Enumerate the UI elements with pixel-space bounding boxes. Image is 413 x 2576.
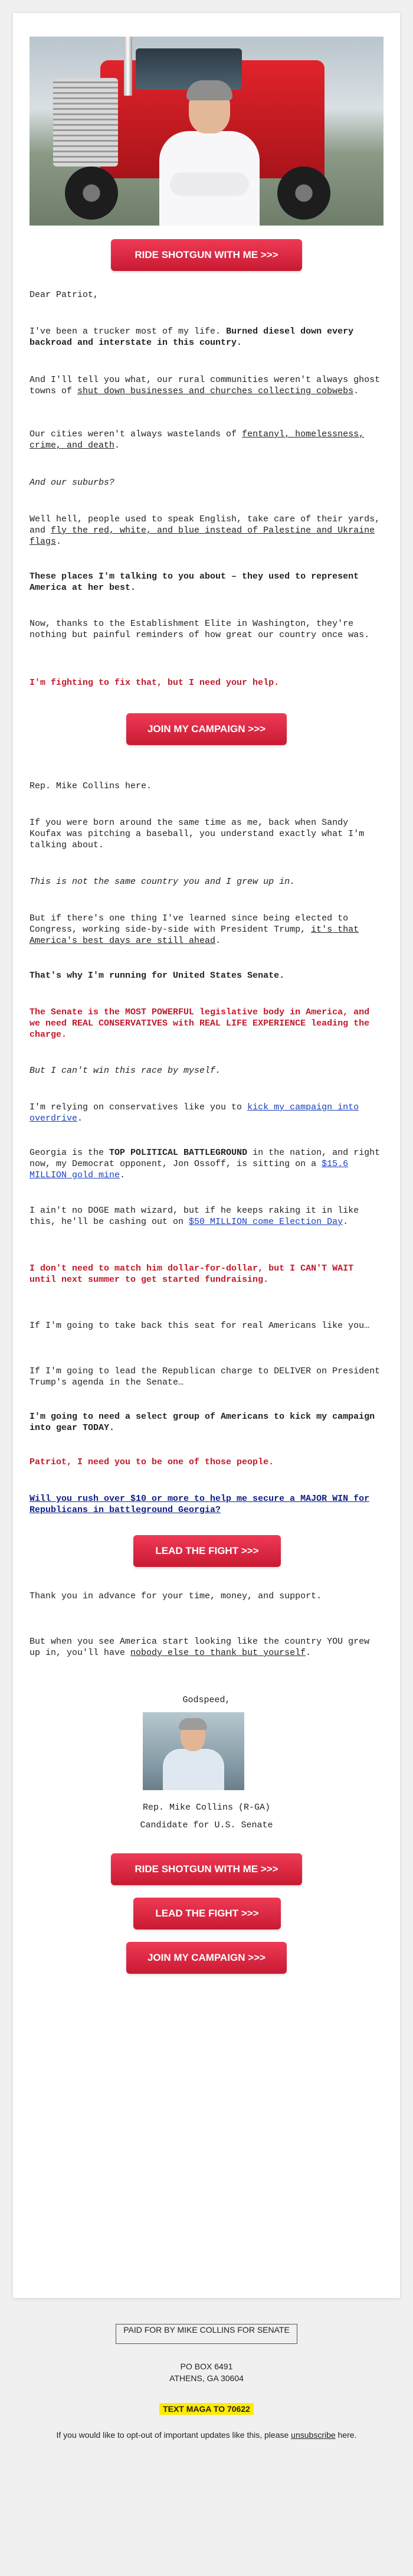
paragraph-text: .	[353, 386, 359, 396]
po-box: PO BOX 6491	[180, 2362, 233, 2371]
paragraph-text: I ain't no DOGE math wizard, but if he keeps raking it in like this, he'll be cashing out on	[30, 1206, 359, 1227]
hero-photo-truck	[30, 37, 384, 226]
rush-ten-dollars-link[interactable]: Will you rush over $10 or more to help me secure a MAJOR WIN for Republicans in battleground Georgia?	[30, 1494, 370, 1515]
lead-fight-button[interactable]: LEAD THE FIGHT >>>	[133, 1535, 281, 1567]
paragraph-lead-charge	[30, 1366, 384, 1388]
text-maga-highlight: TEXT MAGA TO 70622	[159, 2403, 254, 2415]
paragraph-text: .	[343, 1217, 349, 1227]
paragraph-text: And I'll tell you what, our rural communities weren't always ghost towns of	[30, 375, 381, 396]
paragraph-english	[30, 514, 384, 547]
lead-fight-button-bottom[interactable]: LEAD THE FIGHT >>>	[133, 1898, 281, 1929]
greeting: Dear Patriot,	[30, 290, 99, 300]
paragraph-text: But if there's one thing I've learned since being elected to Congress, working side-by-side with President Trump,	[30, 913, 349, 935]
underlined-text: fly the red, white, and blue instead of Palestine and Ukraine flags	[30, 525, 375, 547]
paragraph-not-same-country	[30, 876, 384, 887]
text-maga-line	[0, 2404, 413, 2414]
truck-wheel	[277, 166, 330, 220]
candidate-crossed-arms	[170, 172, 249, 196]
underlined-text: nobody else to thank but yourself	[130, 1648, 306, 1658]
gold-mine-link[interactable]: $15.6 MILLION gold mine	[30, 1159, 349, 1180]
paragraph-establishment	[30, 618, 384, 641]
paragraph-text: Rep. Mike Collins here.	[30, 781, 152, 791]
red-emphasis-text: Patriot, I need you to be one of those people.	[30, 1457, 274, 1467]
italic-text: But I can't win this race by myself.	[30, 1066, 221, 1076]
paragraph-text: .	[56, 537, 62, 547]
ride-shotgun-button-bottom[interactable]: RIDE SHOTGUN WITH ME >>>	[111, 1853, 302, 1885]
join-campaign-button-bottom[interactable]: JOIN MY CAMPAIGN >>>	[126, 1942, 287, 1974]
city-state-zip: ATHENS, GA 30604	[169, 2373, 244, 2383]
paragraph-text: But when you see America start looking like the country YOU grew up in, you'll have	[30, 1637, 370, 1658]
paragraph-cant-win-alone	[30, 1065, 384, 1076]
paragraph-cant-wait	[30, 1263, 384, 1285]
signature-title: Candidate for U.S. Senate	[140, 1820, 273, 1830]
bold-text: I'm going to need a select group of Americans to kick my campaign into gear TODAY.	[30, 1412, 375, 1433]
paragraph-best-days	[30, 913, 384, 946]
kick-campaign-overdrive-link[interactable]: kick my campaign into overdrive	[30, 1102, 359, 1124]
bold-text: These places I'm talking to you about – they used to represent America at her best.	[30, 572, 359, 593]
bold-text: That's why I'm running for United States Senate.	[30, 971, 285, 981]
candidate-figure	[159, 84, 260, 226]
paragraph-running-senate	[30, 970, 384, 981]
paragraph-text: If I'm going to lead the Republican charge to DELIVER on President Trump's agenda in the Senate…	[30, 1366, 381, 1387]
paragraph-thank-yourself	[30, 1636, 384, 1658]
underlined-text: shut down businesses and churches collecting cobwebs	[77, 386, 354, 396]
paragraph-koufax	[30, 817, 384, 851]
candidate-portrait	[143, 1712, 244, 1790]
paid-for-disclaimer: PAID FOR BY MIKE COLLINS FOR SENATE	[116, 2324, 297, 2344]
paragraph-text: I've been a trucker most of my life.	[30, 327, 227, 337]
signature-name: Rep. Mike Collins (R-GA)	[142, 1803, 271, 1813]
optout-line	[0, 2430, 413, 2440]
truck-grille	[53, 78, 118, 166]
fifty-million-link[interactable]: $50 MILLION come Election Day	[189, 1217, 343, 1227]
paragraph-text: I'm relying on conservatives like you to	[30, 1102, 248, 1112]
paragraph-relying	[30, 1102, 384, 1124]
ride-shotgun-button[interactable]: RIDE SHOTGUN WITH ME >>>	[111, 239, 302, 271]
paragraph-text: If I'm going to take back this seat for real Americans like you…	[30, 1321, 370, 1331]
unsubscribe-link[interactable]: unsubscribe	[291, 2430, 336, 2440]
paragraph-text: .	[120, 1170, 126, 1180]
truck-wheel	[65, 166, 118, 220]
paragraph-text: If you were born around the same time as me, back when Sandy Koufax was pitching a baseball, you understand exactly what I'm talking about.	[30, 818, 365, 850]
paragraph-rush-donation	[30, 1493, 384, 1516]
email-card	[13, 13, 400, 2298]
paragraph-text: .	[215, 936, 221, 946]
candidate-hair	[186, 80, 232, 100]
paragraph-rural	[30, 374, 384, 397]
paragraph-thank-you	[30, 1591, 384, 1602]
paragraph-trucker	[30, 326, 384, 348]
italic-text: And our suburbs?	[30, 478, 115, 488]
red-emphasis-text: The Senate is the MOST POWERFUL legislative body in America, and we need REAL CONSERVATIVES with REAL LIFE EXPERIENCE leading the charge.	[30, 1007, 370, 1040]
bold-text: Burned diesel down every backroad and interstate in this country.	[30, 327, 354, 348]
paragraph-intro	[30, 781, 384, 792]
paragraph-text: Our cities weren't always wastelands of	[30, 429, 242, 439]
paragraph-text: .	[114, 440, 120, 450]
portrait-shirt	[163, 1749, 224, 1790]
paragraph-senate-powerful	[30, 1007, 384, 1040]
paragraph-text: .	[77, 1114, 83, 1124]
paragraph-america-best	[30, 571, 384, 593]
paragraph-suburbs	[30, 477, 384, 488]
bold-text: TOP POLITICAL BATTLEGROUND	[109, 1148, 248, 1158]
portrait-hair	[179, 1718, 207, 1730]
italic-text: This is not the same country you and I grew up in.	[30, 877, 296, 887]
paragraph-doge	[30, 1205, 384, 1227]
paragraph-battleground	[30, 1147, 384, 1181]
paragraph-text: Thank you in advance for your time, money, and support.	[30, 1591, 322, 1601]
optout-text: If you would like to opt-out of important updates like this, please	[56, 2430, 291, 2440]
underlined-text: it's that America's best days are still ahead	[30, 925, 359, 946]
optout-text: here.	[335, 2430, 357, 2440]
red-emphasis-text: I'm fighting to fix that, but I need your help.	[30, 678, 280, 688]
paragraph-text: .	[306, 1648, 312, 1658]
paragraph-text: Now, thanks to the Establishment Elite in Washington, they're nothing but painful reminders of how great our country once was.	[30, 619, 370, 640]
paragraph-need-help	[30, 677, 384, 688]
paragraph-select-group	[30, 1411, 384, 1434]
paragraph-take-back-seat	[30, 1320, 384, 1331]
paragraph-text: Well hell, people used to speak English, take care of their yards, and	[30, 514, 381, 536]
signoff: Godspeed,	[182, 1695, 231, 1705]
paragraph-text: in the nation, and right now, my Democrat opponent, Jon Ossoff, is sitting on a	[30, 1148, 381, 1169]
underlined-text: fentanyl, homelessness, crime, and death	[30, 429, 365, 450]
join-campaign-button[interactable]: JOIN MY CAMPAIGN >>>	[126, 713, 287, 745]
truck-exhaust-stack	[124, 37, 132, 96]
paragraph-be-one	[30, 1457, 384, 1468]
paragraph-text: Georgia is the	[30, 1148, 110, 1158]
paragraph-cities	[30, 429, 384, 451]
red-emphasis-text: I don't need to match him dollar-for-dollar, but I CAN'T WAIT until next summer to get started fundraising.	[30, 1263, 354, 1285]
